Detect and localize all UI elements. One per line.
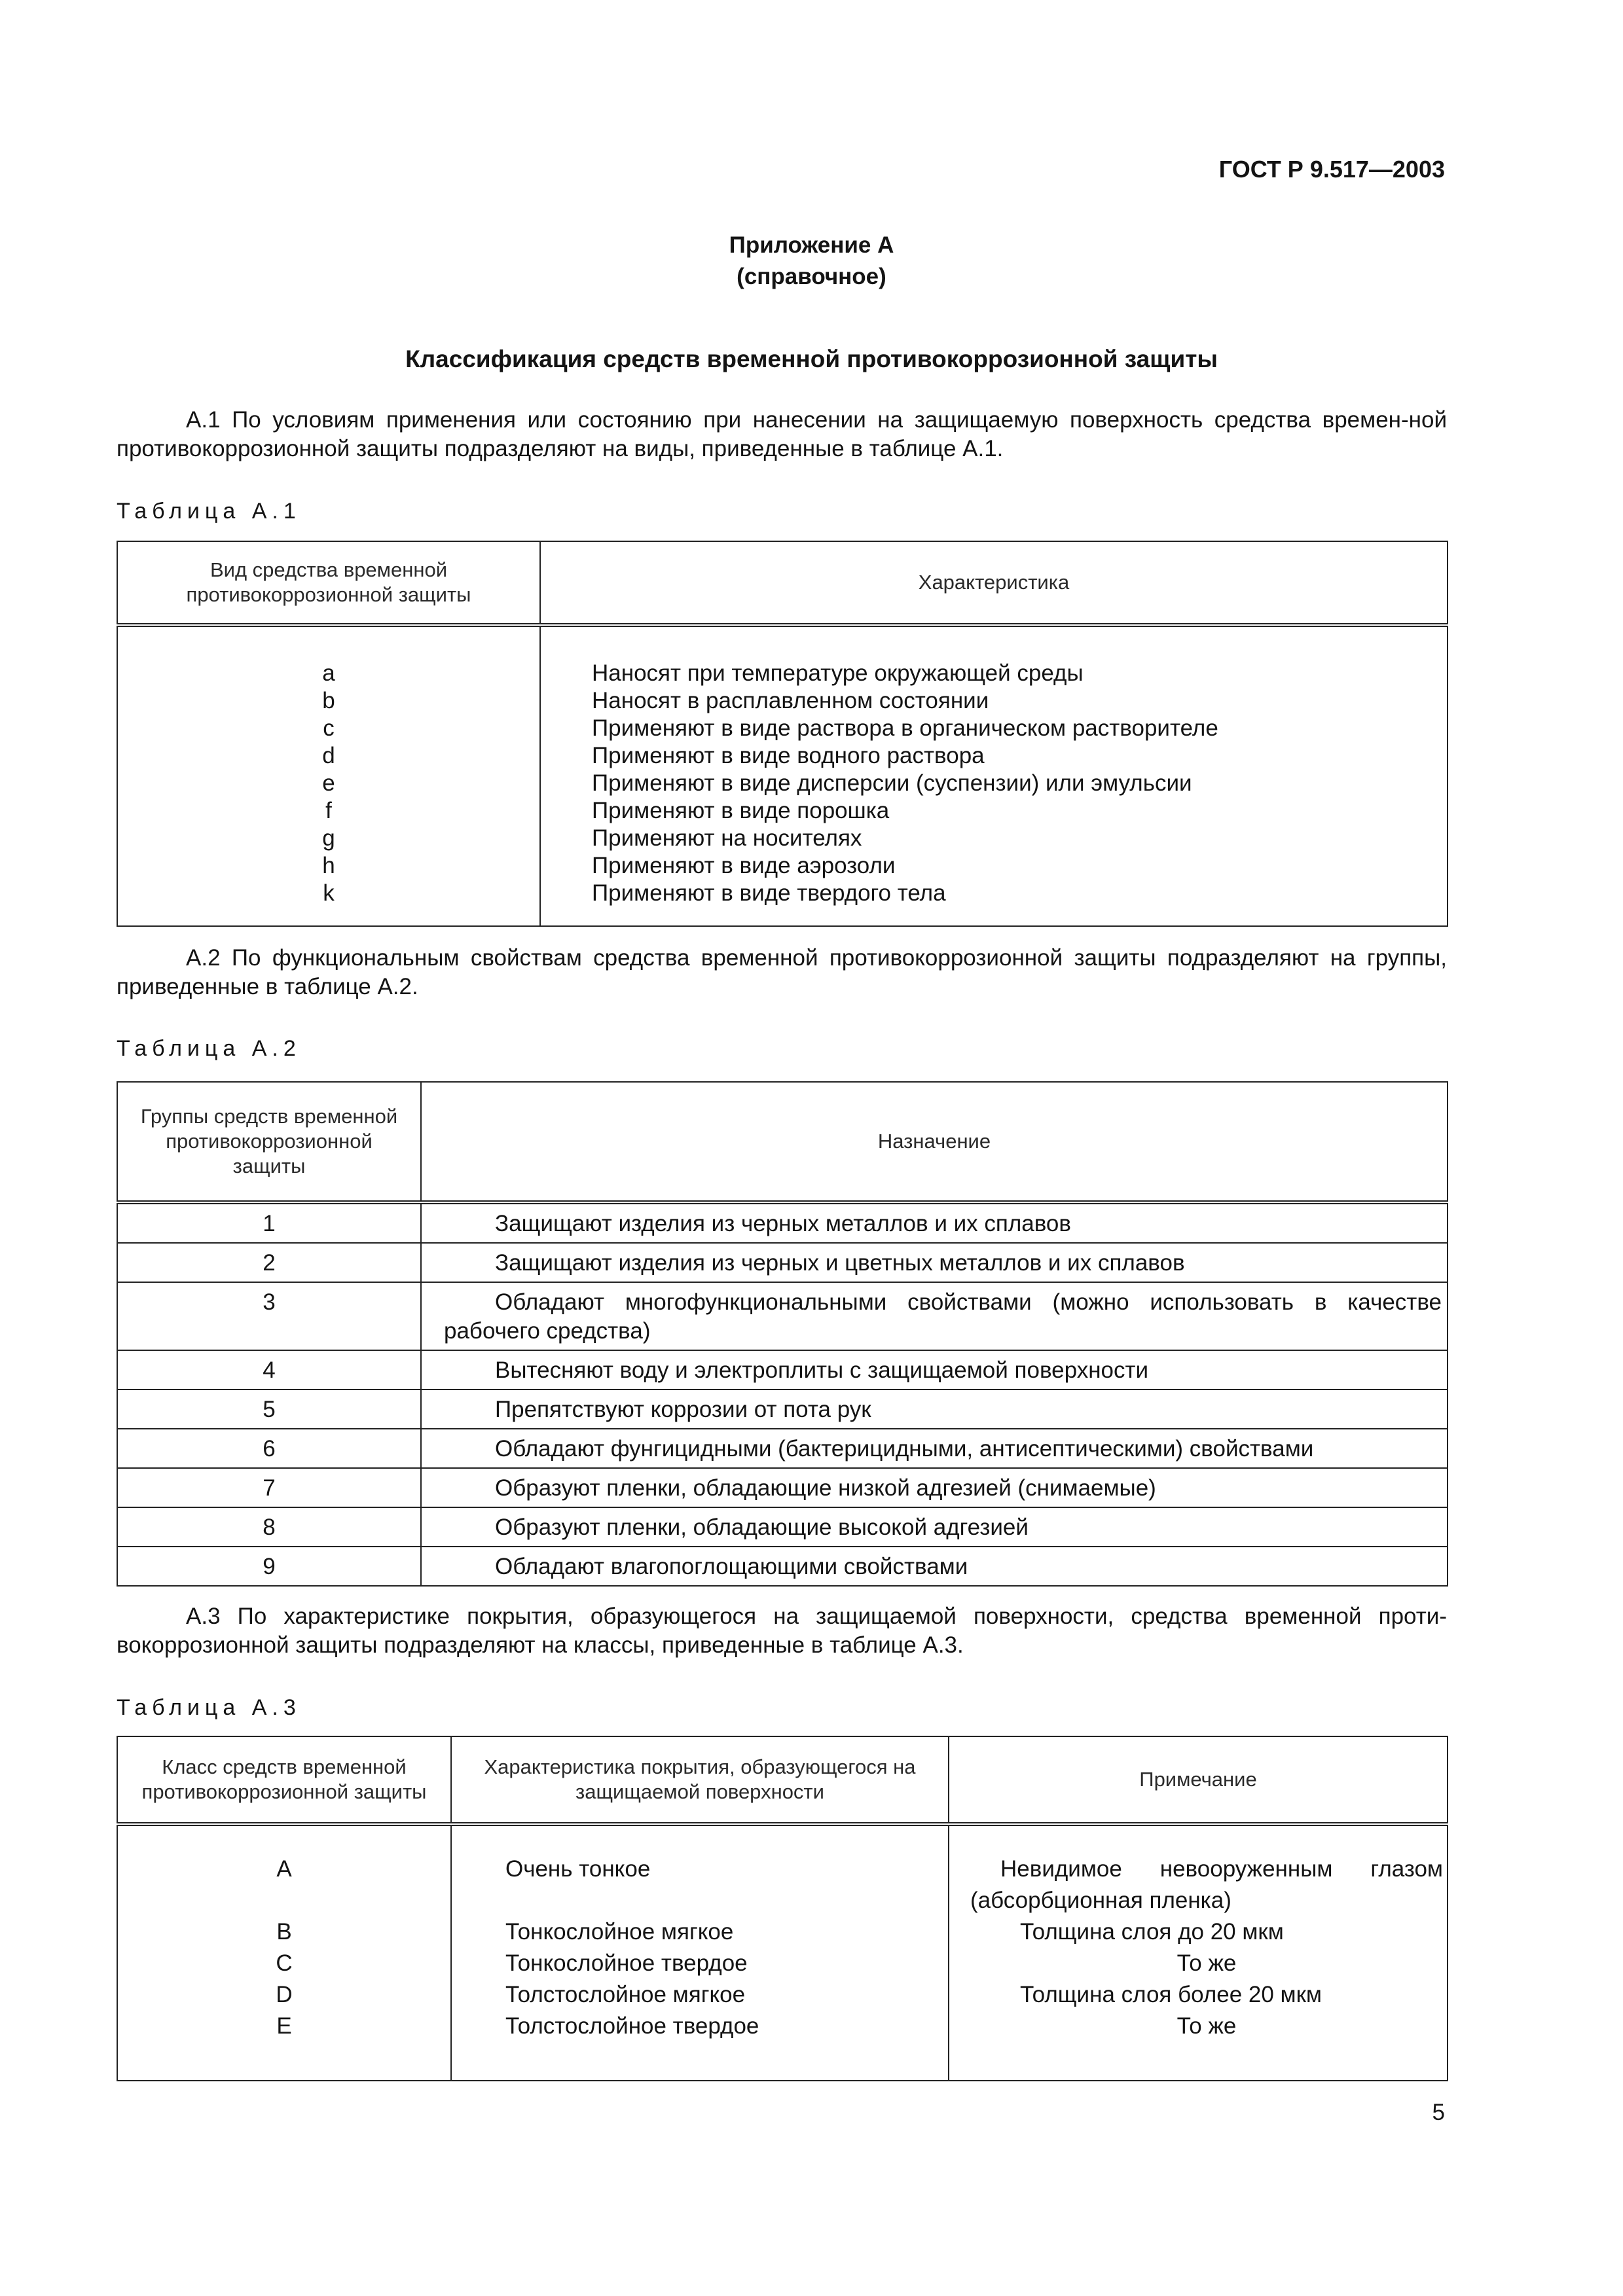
table-row (117, 1243, 1448, 1282)
table-a2-group-number: 6 (117, 1429, 421, 1468)
table-a1-code: f (325, 798, 332, 823)
table-row (117, 1507, 1448, 1547)
table-a1-code: h (322, 853, 335, 878)
table-a1-description: Применяют в виде дисперсии (суспензии) или эмульсии (592, 770, 1192, 796)
table-a2-purpose-cell (421, 1243, 1448, 1282)
table-a3-class: A (276, 1856, 292, 1882)
table-a2-group-number: 7 (117, 1468, 421, 1507)
table-a3-header-class: Класс средств временной противокоррозионной защиты (117, 1736, 451, 1824)
table-a3-note: (абсорбционная пленка) (970, 1888, 1231, 1913)
table-a3-note: Толщина слоя более 20 мкм (1020, 1982, 1322, 2007)
table-a2-group-number: 3 (117, 1282, 421, 1350)
table-a3-note: Толщина слоя до 20 мкм (1020, 1919, 1284, 1945)
table-a1-description: Применяют в виде порошка (592, 798, 890, 823)
table-a3-note: Невидимое невооруженным глазом (1000, 1856, 1443, 1882)
table-a3-note: То же (1176, 2013, 1237, 2039)
table-a2-label: Таблица А.2 (117, 1036, 301, 1061)
table-a2-purpose: Защищают изделия из черных металлов и их сплавов (495, 1211, 1071, 1236)
table-a2-group-number: 2 (117, 1243, 421, 1282)
table-a1-code: g (322, 825, 335, 851)
table-a1-code: b (322, 688, 335, 713)
table-a2-purpose: Образуют пленки, обладающие низкой адгезией (снимаемые) (495, 1475, 1156, 1501)
table-a1-descriptions (540, 625, 1448, 926)
table-a2-group-number: 5 (117, 1390, 421, 1429)
table-row (117, 1429, 1448, 1468)
table-a3-label: Таблица А.3 (117, 1695, 301, 1720)
table-a3-class: E (276, 2013, 292, 2039)
table-a3-note: То же (1176, 1950, 1237, 1976)
section-title: Классификация средств временной противокоррозионной защиты (405, 346, 1218, 372)
table-a2-purpose-cell (421, 1350, 1448, 1390)
table-a2-group-number: 8 (117, 1507, 421, 1547)
table-a1-description: Применяют в виде водного раствора (592, 743, 985, 768)
table-a2-purpose-cell (421, 1282, 1448, 1350)
appendix-subtitle: (справочное) (737, 264, 886, 289)
table-a2-purpose-cell (421, 1468, 1448, 1507)
table-a3-characteristic: Толстослойное мягкое (505, 1982, 746, 2007)
table-a1 (117, 541, 1448, 927)
table-a3-characteristic: Толстослойное твердое (505, 2013, 759, 2039)
table-row (117, 1468, 1448, 1507)
table-a2-header-group: Группы средств временной противокоррозионной защиты (117, 1082, 421, 1202)
table-a3 (117, 1736, 1448, 2081)
table-a3-classes (117, 1824, 451, 2081)
table-row (117, 1350, 1448, 1390)
table-a3-characteristic: Тонкослойное твердое (505, 1950, 748, 1976)
table-a1-code: e (322, 770, 335, 796)
table-a2-purpose: Защищают изделия из черных и цветных металлов и их сплавов (495, 1250, 1185, 1276)
table-a2-group-number: 9 (117, 1547, 421, 1586)
table-a2-group-number: 1 (117, 1202, 421, 1243)
table-a3-characteristics (451, 1824, 949, 2081)
table-a1-header-type: Вид средства временной противокоррозионной защиты (117, 541, 540, 625)
table-a3-characteristic: Тонкослойное мягкое (505, 1919, 734, 1945)
table-a1-code: d (322, 743, 335, 768)
table-row (117, 1547, 1448, 1586)
table-a2 (117, 1081, 1448, 1587)
table-a1-code: k (323, 880, 335, 906)
table-a2-purpose: Препятствуют коррозии от пота рук (495, 1397, 871, 1422)
table-a3-header-note: Примечание (949, 1736, 1448, 1824)
table-a1-description: Применяют на носителях (592, 825, 862, 851)
table-row (117, 1202, 1448, 1243)
table-a1-codes (117, 625, 540, 926)
table-row (117, 1390, 1448, 1429)
table-a2-purpose-cell (421, 1507, 1448, 1547)
appendix-title: Приложение А (729, 232, 894, 258)
table-a2-purpose-cell (421, 1390, 1448, 1429)
table-row (117, 1282, 1448, 1350)
table-a2-purpose: Вытесняют воду и электроплиты с защищаемой поверхности (495, 1357, 1149, 1383)
table-a1-label: Таблица А.1 (117, 499, 301, 524)
table-a3-characteristic: Очень тонкое (505, 1856, 651, 1882)
table-a1-description: Наносят в расплавленном состоянии (592, 688, 989, 713)
document-code: ГОСТ Р 9.517—2003 (1218, 156, 1445, 183)
table-a3-class: D (276, 1982, 293, 2007)
table-a1-header-characteristic: Характеристика (540, 541, 1448, 625)
table-a1-description: Применяют в виде твердого тела (592, 880, 946, 906)
table-a2-purpose-cell (421, 1429, 1448, 1468)
table-a1-code: a (322, 660, 335, 686)
table-a1-description: Применяют в виде раствора в органическом растворителе (592, 715, 1218, 741)
table-a3-notes (949, 1824, 1448, 2081)
paragraph-a1 (117, 406, 1447, 463)
table-a1-description: Применяют в виде аэрозоли (592, 853, 896, 878)
table-a2-purpose: Обладают влагопоглощающими свойствами (495, 1554, 968, 1579)
paragraph-a2 (117, 944, 1447, 1001)
paragraph-a3-text: А.3 По характеристике покрытия, образующегося на защищаемой поверхности, средства временной проти-вокоррозионной защиты подразделяют на классы, приведенные в таблице А.3. (117, 1604, 1447, 1658)
table-a2-group-number: 4 (117, 1350, 421, 1390)
paragraph-a2-text: А.2 По функциональным свойствам средства временной противокоррозионной защиты подразделяют на группы, приведенные в таблице А.2. (117, 945, 1447, 999)
table-a2-purpose: Образуют пленки, обладающие высокой адгезией (495, 1515, 1029, 1540)
table-a1-description: Наносят при температуре окружающей среды (592, 660, 1084, 686)
table-a3-class: B (276, 1919, 292, 1945)
page-number: 5 (1432, 2100, 1445, 2125)
table-a3-header-coating: Характеристика покрытия, образующегося на защищаемой поверхности (451, 1736, 949, 1824)
paragraph-a1-text: А.1 По условиям применения или состоянию при нанесении на защищаемую поверхность средства времен-ной противокоррозионной защиты подразделяют на виды, приведенные в таблице А.1. (117, 407, 1447, 461)
table-a2-purpose-cell (421, 1547, 1448, 1586)
table-a2-purpose: Обладают многофункциональными свойствами (можно использовать в качестве рабочего средства) (444, 1289, 1442, 1344)
table-a2-purpose: Обладают фунгицидными (бактерицидными, антисептическими) свойствами (495, 1436, 1314, 1462)
table-a1-code: c (323, 715, 335, 741)
paragraph-a3 (117, 1602, 1447, 1660)
table-a3-class: C (276, 1950, 293, 1976)
table-a2-purpose-cell (421, 1202, 1448, 1243)
table-a2-header-purpose: Назначение (421, 1082, 1448, 1202)
